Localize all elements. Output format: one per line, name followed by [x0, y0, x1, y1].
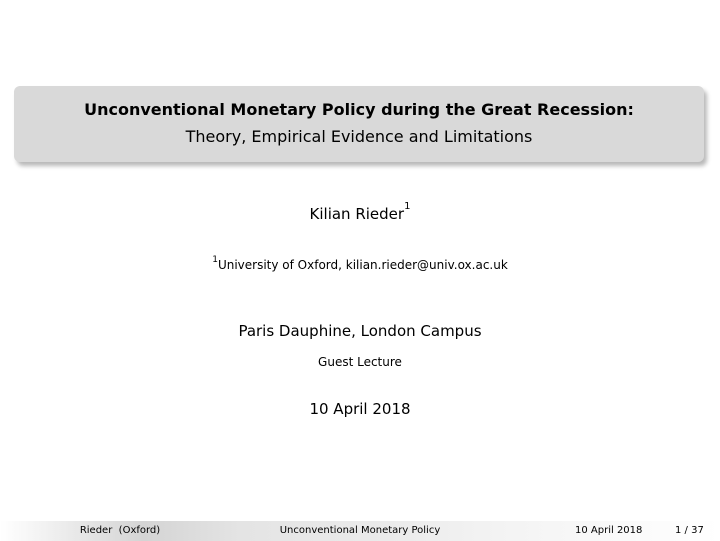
footer-date: 10 April 2018: [575, 525, 643, 536]
page-number: 1 / 37: [675, 525, 704, 536]
footer-author: Rieder: [79, 525, 113, 536]
author: [0, 201, 720, 223]
footer-short-title: Unconventional Monetary Policy: [279, 525, 441, 536]
footer-title-section: [240, 521, 480, 541]
author-affiliation-mark: 1: [404, 201, 411, 212]
affiliation: [0, 255, 720, 272]
slide-subtitle: Theory, Empirical Evidence and Limitations: [185, 127, 533, 146]
footer-institute: (Oxford): [118, 525, 161, 536]
presentation-date: 10 April 2018: [309, 400, 411, 418]
author-name: Kilian Rieder: [309, 205, 405, 223]
footer-author-section: [0, 521, 240, 541]
affiliation-text: University of Oxford, kilian.rieder@univ.ox.ac.uk: [217, 258, 508, 272]
event-label: Guest Lecture: [318, 355, 402, 369]
footer-bar: [0, 521, 720, 541]
title-block: [14, 86, 704, 162]
affiliation-mark: 1: [212, 255, 218, 265]
institute: Paris Dauphine, London Campus: [238, 322, 482, 340]
slide-title: Unconventional Monetary Policy during the Great Recession:: [84, 100, 634, 119]
footer-date-section: [480, 521, 720, 541]
